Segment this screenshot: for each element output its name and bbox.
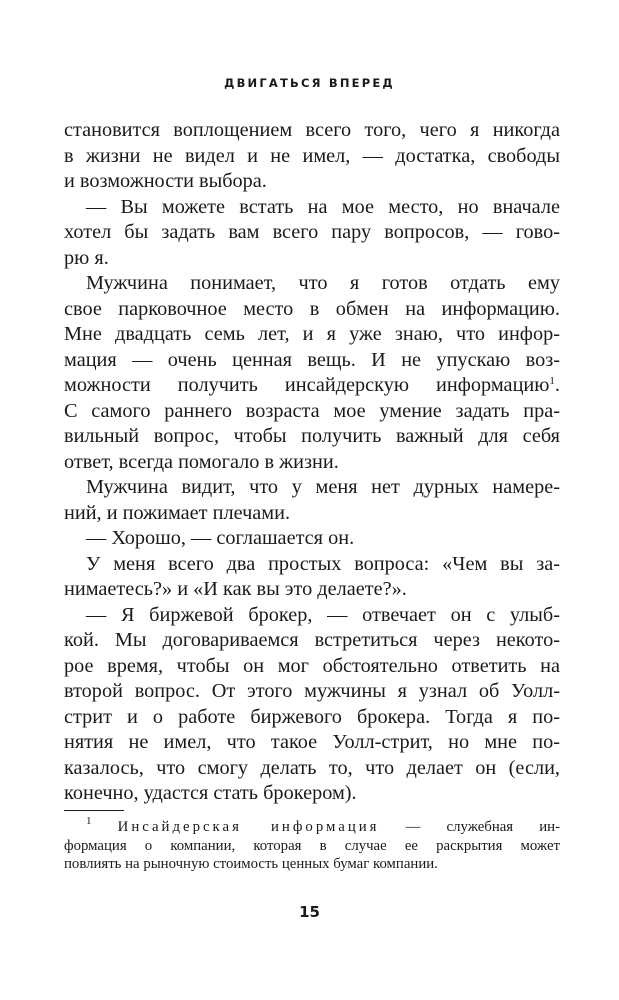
text-line: становится воплощением всего того, чего я никогда: [64, 119, 560, 141]
text-fragment: можности получить инсайдерскую информацию: [64, 374, 550, 396]
footnote-line: повлиять на рыночную стоимость ценных бумаг компании.: [64, 856, 438, 872]
text-line: У меня всего два простых вопроса: «Чем вы за-: [86, 552, 560, 575]
text-line: рю я.: [64, 246, 109, 269]
text-line: — Я биржевой брокер, — отвечает он с улыб-: [86, 603, 560, 626]
text-line: ний, и пожимает плечами.: [64, 501, 291, 524]
text-line: Мужчина понимает, что я готов отдать ему: [86, 272, 560, 294]
footnote: [64, 815, 560, 874]
text-line: стрит и о работе биржевого брокера. Тогда я по-: [64, 705, 560, 728]
text-line-with-footnote-ref: [64, 373, 560, 399]
text-line: свое парковочное место в обмен на информацию.: [64, 297, 560, 320]
text-line: нятия не имел, что такое Уолл-стрит, но мне по-: [64, 731, 560, 753]
text-line: Мужчина видит, что у меня нет дурных намере-: [86, 476, 560, 498]
footnote-text: — служебная ин-: [379, 819, 560, 835]
text-line: рое время, чтобы он мог обстоятельно ответить на: [64, 654, 560, 677]
footnote-line: [64, 815, 560, 837]
footnote-reference: 1: [549, 375, 555, 387]
text-line: конечно, удастся стать брокером).: [64, 782, 357, 804]
text-line: в жизни не видел и не имел, — достатка, свободы: [64, 144, 560, 167]
punctuation: .: [554, 374, 560, 396]
text-line: кой. Мы договариваемся встретиться через некото-: [64, 629, 560, 651]
page-number: 15: [299, 903, 320, 921]
text-line: ответ, всегда помогало в жизни.: [64, 450, 339, 473]
text-line: вильный вопрос, чтобы получить важный для себя: [64, 425, 560, 447]
text-line: второй вопрос. От этого мужчины я узнал об Уолл-: [64, 680, 560, 702]
text-line: мация — очень ценная вещь. И не упускаю воз-: [64, 348, 560, 371]
footnote-marker: 1: [86, 815, 92, 827]
text-line: хотел бы задать вам всего пару вопросов, — гово-: [64, 221, 560, 243]
text-line: С самого раннего возраста мое умение задать пра-: [64, 399, 560, 422]
footnote-line: формация о компании, которая в случае ее раскрытия может: [64, 837, 560, 854]
running-title: ДВИГАТЬСЯ ВПЕРЕД: [224, 76, 395, 90]
text-line: нимаетесь?» и «И как вы это делаете?».: [64, 578, 407, 600]
text-line: — Вы можете встать на мое место, но вначале: [86, 195, 560, 218]
text-line: — Хорошо, — соглашается он.: [86, 527, 355, 549]
text-line: Мне двадцать семь лет, и я уже знаю, что инфор-: [64, 323, 560, 345]
body-text: [64, 118, 560, 807]
footnote-divider: [64, 810, 124, 811]
footnote-term: Инсайдерская информация: [117, 819, 380, 835]
text-line: и возможности выбора.: [64, 170, 267, 192]
text-line: казалось, что смогу делать то, что делает он (если,: [64, 756, 560, 779]
